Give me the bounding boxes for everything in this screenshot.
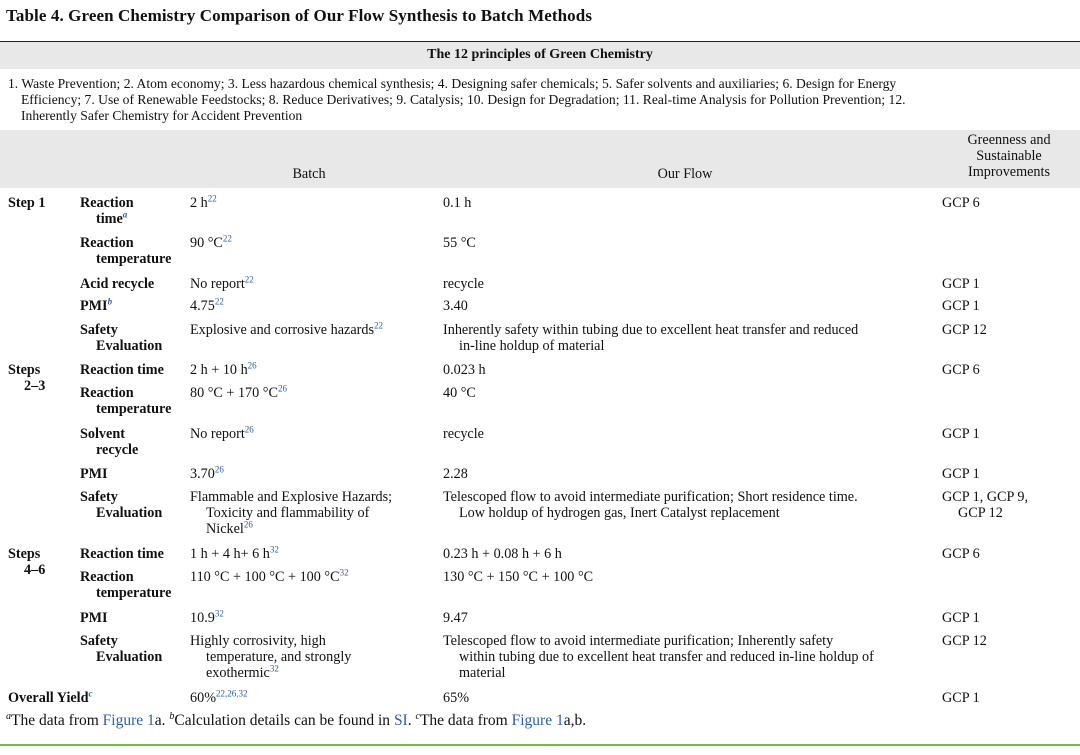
ref-link[interactable]: 22	[373, 320, 383, 331]
gcp-cell: GCP 12	[942, 322, 987, 338]
flow-cell: 130 °C + 150 °C + 100 °C	[443, 569, 594, 585]
batch-cell: 4.75$^{22}$	[190, 296, 224, 314]
row-label: PMI	[80, 610, 108, 626]
row-label: Safety Evaluation	[80, 489, 163, 521]
flow-cell: 65%	[443, 690, 470, 706]
gcp-cell: GCP 6	[942, 362, 980, 378]
batch-cell: No report$^{22}$	[190, 274, 254, 292]
gcp-cell: GCP 12	[942, 633, 987, 649]
figure-link[interactable]: Figure 1	[102, 712, 155, 729]
ref-link[interactable]: 32	[339, 567, 349, 578]
batch-cell: 90 $^\circ C^{22}$	[190, 233, 232, 251]
table-title: Table 4. Green Chemistry Comparison of Our Flow Synthesis to Batch Methods	[6, 6, 593, 25]
ref-link[interactable]: 22	[214, 296, 224, 307]
flow-cell: 0.023 h	[443, 362, 486, 378]
flow-cell: Telescoped flow to avoid intermediate purification; Short residence time. Low holdup of hydrogen gas, Inert Catalyst replacement	[443, 489, 858, 521]
ref-link[interactable]: 26	[214, 464, 224, 475]
ref-link[interactable]: 22	[244, 274, 254, 285]
gcp-cell: GCP 1	[942, 466, 980, 482]
flow-cell: 0.1 h	[443, 195, 472, 211]
flow-cell: 9.47	[443, 610, 468, 626]
row-label: Overall Yield$^c$	[8, 688, 93, 706]
flow-cell: 40 °C	[443, 385, 476, 401]
principles-list	[8, 76, 1074, 124]
batch-cell: 1 h + 4 h+ 6 $h^{32}$	[190, 544, 279, 562]
principles-header: The 12 principles of Green Chemistry	[427, 47, 653, 62]
column-header-gcp: Greenness and Sustainable Improvements	[967, 132, 1051, 180]
gcp-cell: GCP 1	[942, 298, 980, 314]
ref-link[interactable]: 32	[269, 663, 279, 674]
batch-cell: 3.70$^{26}$	[190, 464, 224, 482]
gcp-cell: GCP 6	[942, 195, 980, 211]
row-label: Reaction temperature	[80, 235, 172, 267]
column-header-batch: Batch	[292, 166, 326, 182]
batch-cell: 80 °C + 170 $^\circ C^{26}$	[190, 383, 287, 401]
batch-cell: 2 $h^{22}$	[190, 193, 217, 211]
ref-link[interactable]: 32	[214, 608, 224, 619]
figure-link[interactable]: Figure 1	[511, 712, 564, 729]
gcp-cell: GCP 1	[942, 690, 980, 706]
step-label: Steps 4–6	[8, 546, 46, 578]
ref-link[interactable]: 22	[222, 233, 232, 244]
row-label: Reaction temperature	[80, 569, 172, 601]
row-label: PMI	[80, 466, 108, 482]
flow-cell: Inherently safety within tubing due to excellent heat transfer and reduced in-line holdup of material	[443, 322, 859, 354]
ref-link[interactable]: 26	[277, 383, 287, 394]
ref-link[interactable]: 26	[244, 424, 254, 435]
row-label: Reaction time	[80, 362, 164, 378]
batch-cell: 2 h + 10 $h^{26}$	[190, 360, 257, 378]
principles-line: 1. Waste Prevention; 2. Atom economy; 3. Less hazardous chemical synthesis; 4. Designing safer chemicals; 5. Safer solvents and auxiliaries; 6. Design for Energy	[8, 76, 897, 91]
flow-cell: 3.40	[443, 298, 468, 314]
batch-cell: Flammable and Explosive Hazards; Toxicity and flammability of Nickel$^{26}$	[190, 489, 393, 537]
ref-link[interactable]: 32	[269, 544, 279, 555]
row-label: Safety Evaluation	[80, 322, 163, 354]
row-label: Solvent recycle	[80, 426, 139, 458]
table-footnotes: $^a$The data from Figure 1a. $^b$Calculation details can be found in SI. $^c$The data from Figure 1a,b.	[6, 710, 587, 729]
ref-link[interactable]: 26	[247, 360, 257, 371]
step-label: Step 1	[8, 195, 46, 211]
principles-line: Inherently Safer Chemistry for Accident Prevention	[21, 108, 303, 123]
gcp-cell: GCP 1	[942, 276, 980, 292]
row-label: Reaction temperature	[80, 385, 172, 417]
row-label: PMI$^b$	[80, 296, 113, 314]
row-label: Reaction time$^a$	[80, 195, 134, 227]
step-label: Steps 2–3	[8, 362, 46, 394]
gcp-cell: GCP 1	[942, 426, 980, 442]
gcp-cell: GCP 6	[942, 546, 980, 562]
batch-cell: 10.9$^{32}$	[190, 608, 224, 626]
flow-cell: recycle	[443, 276, 484, 292]
flow-cell: 2.28	[443, 466, 468, 482]
ref-link[interactable]: 22,26,32	[216, 688, 248, 699]
flow-cell: 55 °C	[443, 235, 476, 251]
row-label: Acid recycle	[80, 276, 155, 292]
bottom-rule	[0, 744, 1080, 746]
flow-cell: Telescoped flow to avoid intermediate purification; Inherently safety within tubing due to excellent heat transfer and reduced in-line holdup of material	[443, 633, 874, 681]
principles-line: Efficiency; 7. Use of Renewable Feedstocks; 8. Reduce Derivatives; 9. Catalysis; 10. Design for Degradation; 11. Real-time Analysis for Pollution Prevention; 12.	[21, 92, 906, 107]
ref-link[interactable]: 26	[243, 519, 253, 530]
principles-header-band	[0, 41, 1080, 69]
row-label: Reaction time	[80, 546, 164, 562]
column-header-flow: Our Flow	[657, 166, 713, 182]
batch-cell: 110 °C + 100 °C + 100 $^\circ C^{32}$	[190, 567, 349, 585]
gcp-cell: GCP 1	[942, 610, 980, 626]
si-link[interactable]: SI	[393, 712, 408, 729]
ref-link[interactable]: 22	[207, 193, 217, 204]
batch-cell: No report$^{26}$	[190, 424, 254, 442]
flow-cell: 0.23 h + 0.08 h + 6 h	[443, 546, 562, 562]
batch-cell: Highly corrosivity, high temperature, and strongly exothermic$^{32}$	[190, 633, 352, 681]
batch-cell: 60%$^{22,26,32}$	[190, 688, 248, 706]
flow-cell: recycle	[443, 426, 484, 442]
batch-cell: Explosive and corrosive hazards$^{22}$	[190, 320, 383, 338]
row-label: Safety Evaluation	[80, 633, 163, 665]
gcp-cell: GCP 1, GCP 9, GCP 12	[942, 489, 1029, 521]
